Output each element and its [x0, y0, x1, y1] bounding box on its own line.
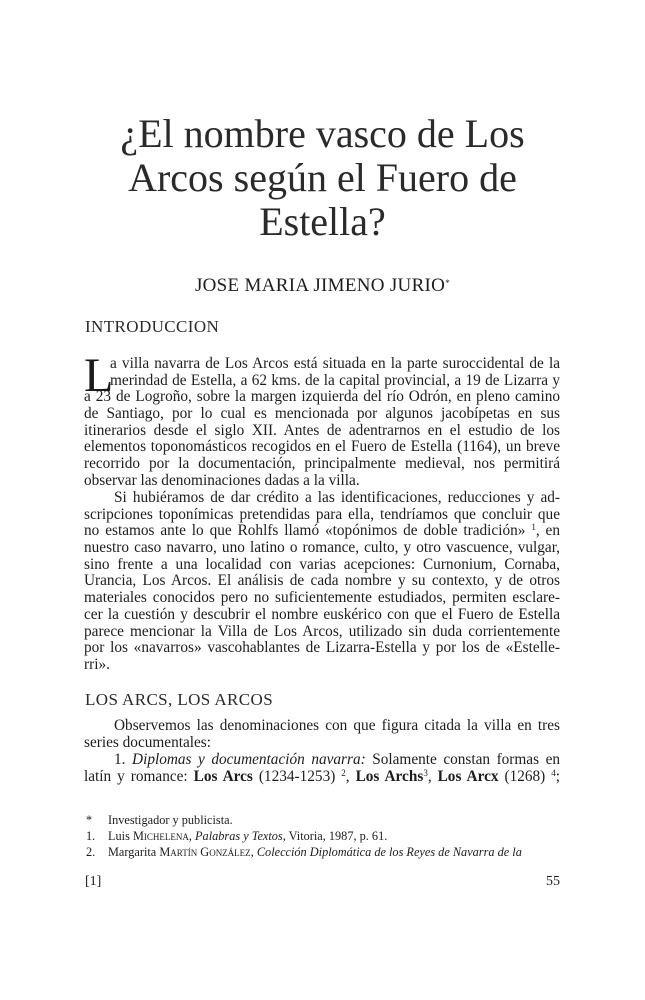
footnote-ref-2: 2: [341, 767, 346, 778]
p4-italic-heading: Diplomas y documentación navarra:: [132, 751, 366, 768]
footnote-2-b: ,: [250, 845, 257, 859]
sep-1: ,: [345, 767, 356, 785]
footnote-1-number: 1.: [86, 829, 96, 843]
p4-line-2: [84, 769, 560, 786]
title-line-2: Arcos según el Fuero de: [128, 155, 517, 200]
title-line-1: ¿El nombre vasco de Los: [120, 111, 525, 156]
p2-line-1: Si hubiéramos de dar crédito a las identificaciones, reducciones y ad-: [114, 489, 560, 506]
p1-line-1: a villa navarra de Los Arcos está situada en la parte suroccidental de la: [110, 355, 560, 372]
folio-left: [1]: [85, 874, 102, 889]
sep-2: ,: [427, 767, 438, 785]
form-los-arcx: Los Arcx: [437, 767, 499, 785]
p3-line-2: series documentales:: [84, 733, 212, 751]
p2-line-8: cer la cuestión y descubrir el nombre euskérico con que el Fuero de Estella: [84, 605, 560, 623]
author-name: [0, 275, 645, 297]
footnote-1-author: Michelena: [132, 829, 189, 843]
p2-line-9: parece mencionar la Villa de Los Arcos, utilizado sin duda corrientemente: [84, 622, 560, 640]
footnote-1-a: Luis: [108, 829, 133, 843]
p1-line-2: merindad de Estella, a 62 kms. de la capital provincial, a 19 de Lizarra y: [110, 371, 560, 389]
drop-cap: L: [84, 349, 114, 402]
date-1: (1234-1253): [252, 767, 342, 785]
p2-line-4: nuestro caso navarro, uno latino o romance, culto, y otro vascuence, vulgar,: [84, 539, 560, 557]
p2-line-7: materiales conocidos pero no suficientemente estudiados, permiten esclare-: [84, 589, 560, 607]
p4-line-1: [84, 752, 560, 769]
article-title: [60, 112, 585, 244]
footnote-1: [86, 828, 560, 844]
p4-line-1-rest: Solamente constan formas en: [365, 751, 561, 768]
footnote-ref-3: 3: [423, 767, 428, 778]
p2-line-6: Urancia, Los Arcos. El análisis de cada nombre y su contexto, y de otros: [84, 572, 560, 590]
footnote-ref-4: 4: [551, 767, 556, 778]
p2-line-3-text: no estamos ante lo que Rohlfs llamó «topónimos de doble tradición»: [84, 522, 526, 540]
p2-line-2: scripciones toponímicas pretendidas para ella, tendríamos que concluir que: [84, 505, 560, 523]
author-footnote-mark: *: [445, 278, 451, 288]
p2-line-10: por los «navarros» vascohablantes de Lizarra-Estella y por los de «Estelle-: [84, 639, 560, 657]
footnote-2-number: 2.: [86, 845, 96, 859]
form-los-archs: Los Archs: [355, 767, 424, 785]
footnote-2-author: Martín González: [159, 845, 251, 859]
author-text: JOSE MARIA JIMENO JURIO: [194, 275, 446, 296]
p4-line-2-start: latín y romance:: [84, 767, 194, 785]
p1-line-7: recorrido por la documentación, principalmente medieval, nos permitirá: [84, 455, 560, 473]
p1-line-6: elementos toponomásticos recogidos en el Fuero de Estella (1164), un breve: [84, 438, 560, 456]
p2-line-11: rri».: [84, 655, 110, 673]
page-number: 55: [546, 874, 560, 889]
p4-line-2-end: ;: [555, 767, 560, 785]
p3-line-1: Observemos las denominaciones con que figura citada la villa en tres: [114, 717, 560, 734]
footnotes: [86, 812, 560, 860]
paragraph-4: [84, 752, 560, 785]
paragraph-2: [84, 490, 560, 674]
date-3: (1268): [498, 767, 552, 785]
footnote-2: [86, 844, 560, 860]
footnote-ref-1: 1: [531, 522, 536, 533]
footnote-1-c: , Vitoria, 1987, p. 61.: [282, 829, 388, 843]
p2-line-3: [84, 523, 560, 540]
paragraph-1: [84, 349, 560, 490]
form-los-arcs: Los Arcs: [193, 767, 253, 785]
footnote-author: [86, 812, 560, 828]
footnote-1-title: Palabras y Textos: [195, 829, 283, 843]
footnote-2-title: Colección Diplomática de los Reyes de Navarra de la: [256, 845, 522, 859]
footnote-author-text: Investigador y publicista.: [108, 813, 233, 827]
title-line-3: Estella?: [259, 199, 386, 244]
footnote-2-a: Margarita: [108, 845, 160, 859]
footnote-1-b: ,: [188, 829, 196, 843]
p1-line-3: a 23 de Logroño, sobre la margen izquierda del río Odrón, en pleno camino: [84, 388, 560, 406]
p1-line-4: de Santiago, por lo cual es mencionada por algunos jacobípetas en sus: [84, 405, 560, 423]
p2-line-5: sino frente a una localidad con varias acepciones: Curnonium, Cornaba,: [84, 555, 560, 573]
paragraph-3: [84, 718, 560, 751]
p1-line-5: itinerarios desde el siglo XII. Antes de adentrarnos en el estudio de los: [84, 421, 560, 439]
p1-line-8: observar las denominaciones dadas a la villa.: [84, 471, 360, 489]
footnote-mark-star: *: [86, 813, 93, 827]
p2-line-3-end: , en: [535, 522, 560, 540]
list-number-1: 1.: [114, 751, 126, 768]
section-heading-los-arcs: LOS ARCS, LOS ARCOS: [85, 690, 274, 709]
section-heading-introduccion: INTRODUCCION: [85, 317, 220, 336]
